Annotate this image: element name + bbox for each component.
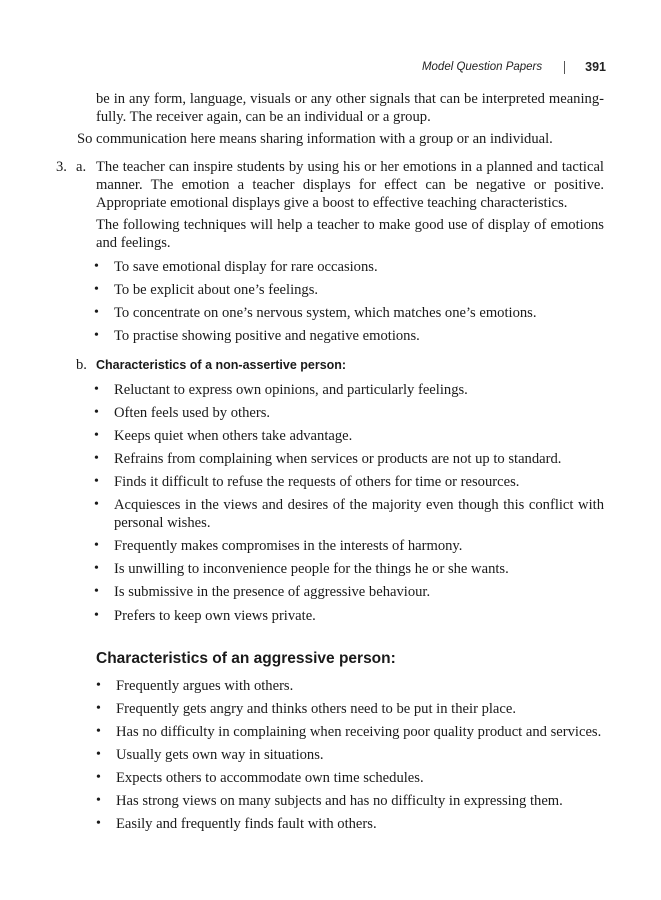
list-item: • Has no difficulty in complaining when receiving poor quality product and services.	[98, 723, 606, 741]
aggressive-heading: Characteristics of an aggressive person:	[96, 650, 396, 667]
list-item: • Acquiesces in the views and desires of the majority even though this conflict with personal wishes.	[96, 496, 604, 532]
list-item: • To be explicit about one’s feelings.	[96, 281, 604, 299]
list-item: • Frequently makes compromises in the interests of harmony.	[96, 537, 604, 555]
aggressive-bullets	[98, 677, 606, 833]
list-item: • Keeps quiet when others take advantage.	[96, 427, 604, 445]
header-divider	[564, 61, 565, 74]
list-item: • Frequently gets angry and thinks others need to be put in their place.	[98, 700, 606, 718]
list-item: • To save emotional display for rare occasions.	[96, 258, 604, 276]
list-item: • Finds it difficult to refuse the requests of others for time or resources.	[96, 473, 604, 491]
part-a-bullets	[96, 258, 604, 345]
part-a-paragraph-2: The following techniques will help a teacher to make good use of display of emotions and feelings.	[96, 217, 604, 251]
intro-continuation: be in any form, language, visuals or any other signals that can be interpreted meaning-fully. The receiver again, can be an individual or a group.	[96, 91, 604, 125]
part-a-label: a.	[76, 159, 87, 175]
list-item: • Frequently argues with others.	[98, 677, 606, 695]
running-header	[422, 58, 606, 76]
list-item: • Often feels used by others.	[96, 404, 604, 422]
list-item: • To concentrate on one’s nervous system, which matches one’s emotions.	[96, 304, 604, 322]
list-item: • Prefers to keep own views private.	[96, 607, 604, 625]
part-b-heading: Characteristics of a non-assertive person:	[96, 358, 347, 372]
list-item: • Easily and frequently finds fault with others.	[98, 815, 606, 833]
page-number: 391	[585, 60, 606, 74]
list-item: • Reluctant to express own opinions, and particularly feelings.	[96, 381, 604, 399]
list-item: • Usually gets own way in situations.	[98, 746, 606, 764]
list-item: • Is submissive in the presence of aggressive behaviour.	[96, 583, 604, 601]
list-item: • Refrains from complaining when services or products are not up to standard.	[96, 450, 604, 468]
list-item: • Is unwilling to inconvenience people for the things he or she wants.	[96, 560, 604, 578]
header-title: Model Question Papers	[421, 61, 543, 73]
list-item: • To practise showing positive and negative emotions.	[96, 327, 604, 345]
question-number: 3.	[56, 159, 67, 175]
part-a-paragraph-1: The teacher can inspire students by using his or her emotions in a planned and tactical manner. The emotion a teacher displays for effect can be negative or positive. Appropriate emotional displays give a boost to effective teaching characteristics.	[96, 159, 604, 211]
part-b-label: b.	[76, 357, 87, 373]
non-assertive-bullets	[96, 381, 604, 625]
list-item: • Has strong views on many subjects and has no difficulty in expressing them.	[98, 792, 606, 810]
list-item: • Expects others to accommodate own time schedules.	[98, 769, 606, 787]
intro-summary: So communication here means sharing information with a group or an individual.	[77, 131, 553, 147]
